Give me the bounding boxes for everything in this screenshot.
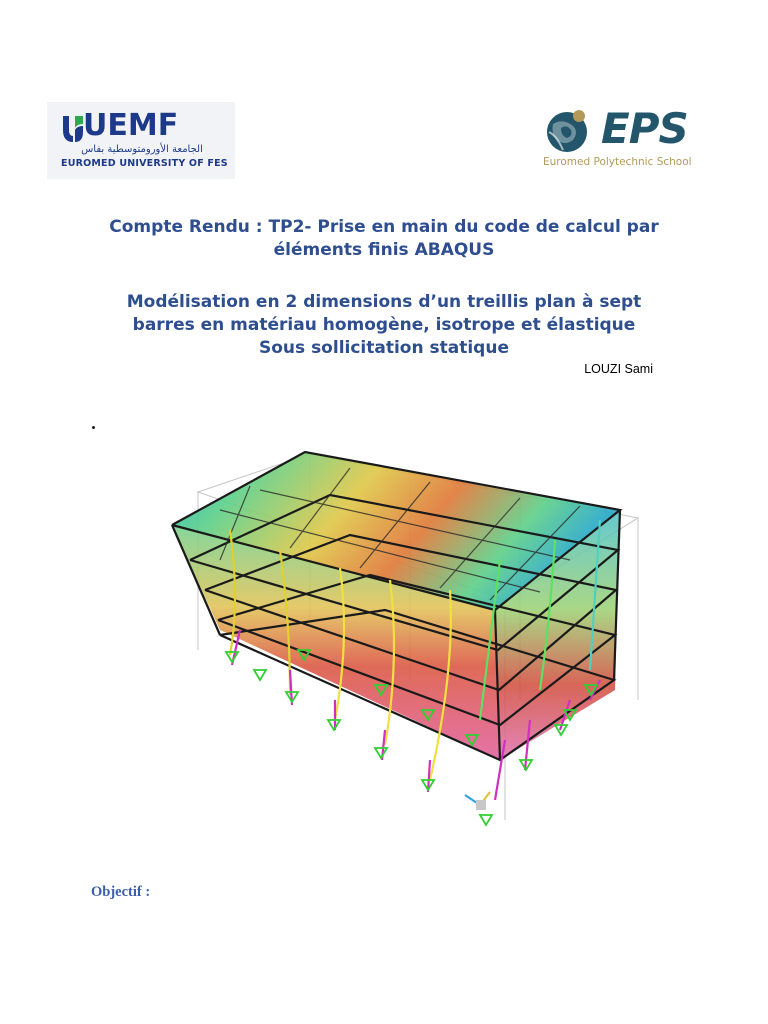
bullet-dot bbox=[92, 426, 95, 429]
uemf-logo bbox=[47, 102, 235, 179]
eps-logo bbox=[541, 104, 701, 172]
eps-globe-icon bbox=[543, 106, 595, 154]
report-subtitle bbox=[60, 291, 708, 360]
uemf-arabic-name: الجامعة الأورومتوسطية بفاس bbox=[81, 144, 203, 155]
report-subtitle-line-1: Modélisation en 2 dimensions d’un treillis plan à sept bbox=[126, 292, 642, 312]
report-title-line-2: éléments finis ABAQUS bbox=[273, 240, 495, 260]
report-subtitle-line-3: Sous sollicitation statique bbox=[259, 338, 509, 358]
author-name: LOUZI Sami bbox=[584, 362, 653, 376]
objectif-heading: Objectif : bbox=[91, 884, 151, 900]
uemf-wordmark: UEMF bbox=[83, 108, 179, 143]
eps-wordmark: EPS bbox=[601, 104, 688, 153]
fea-building-model-icon bbox=[160, 440, 650, 840]
uemf-subtitle: EUROMED UNIVERSITY OF FES bbox=[61, 158, 228, 169]
uemf-emblem-icon bbox=[61, 114, 85, 144]
report-title bbox=[60, 216, 708, 262]
eps-subtitle: Euromed Polytechnic School bbox=[543, 156, 692, 168]
fea-building-figure bbox=[160, 440, 650, 840]
report-subtitle-line-2: barres en matériau homogène, isotrope et élastique bbox=[132, 315, 636, 335]
report-title-line-1: Compte Rendu : TP2- Prise en main du code de calcul par bbox=[109, 217, 659, 237]
